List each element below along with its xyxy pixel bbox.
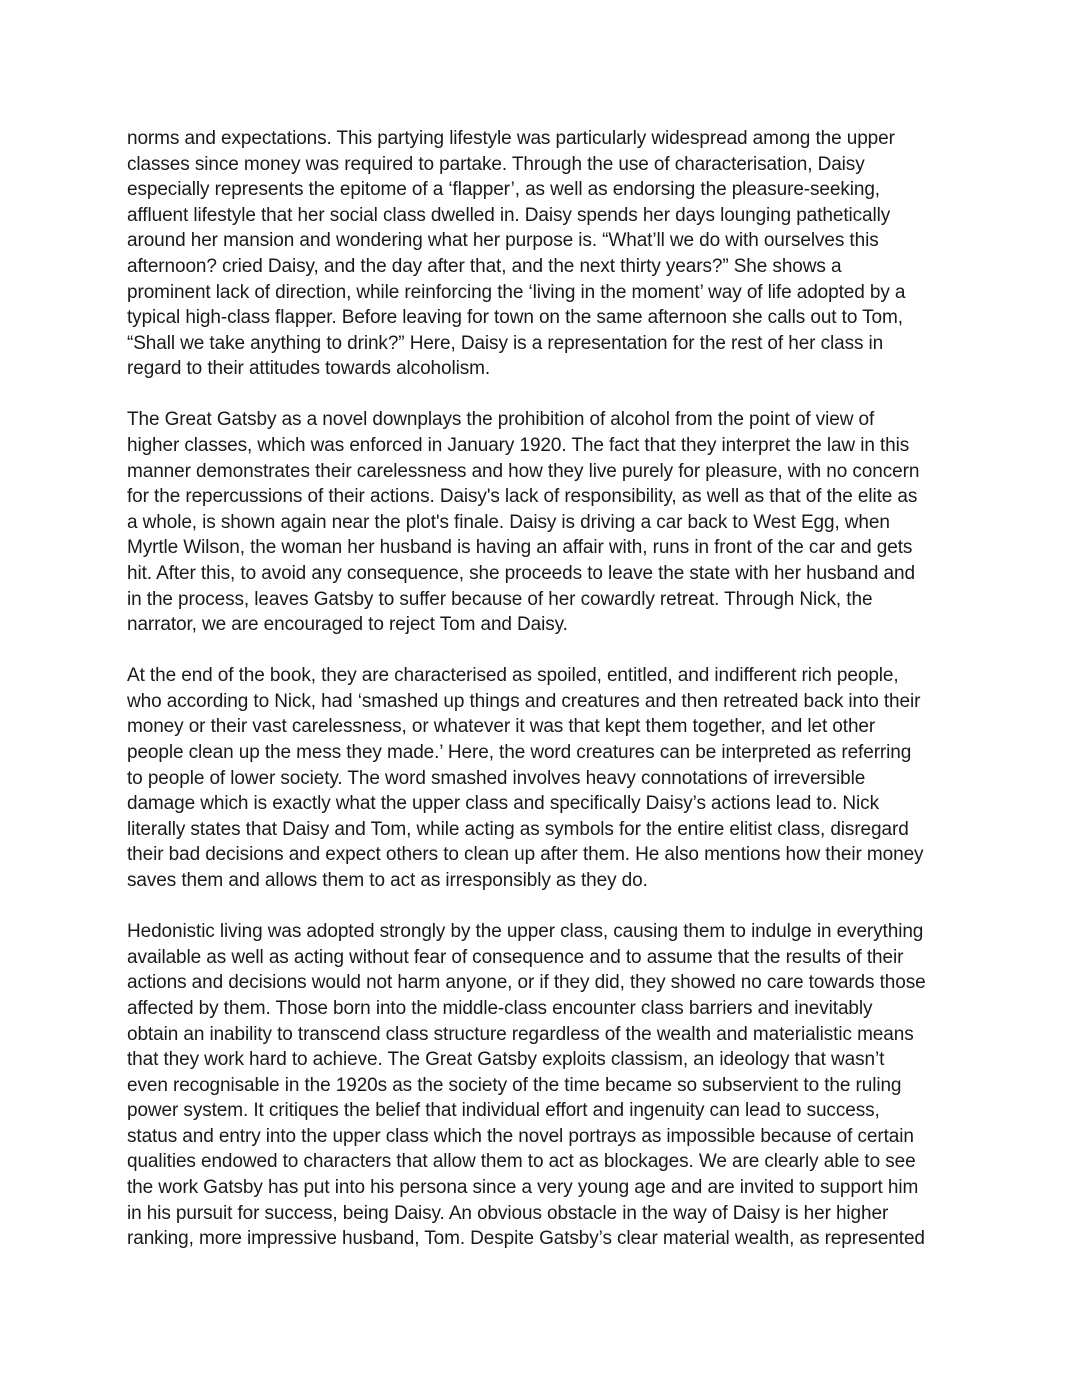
text-line: affected by them. Those born into the middle-class encounter class barriers and inevitably (127, 997, 873, 1019)
text-line: Hedonistic living was adopted strongly by the upper class, causing them to indulge in everything (127, 921, 924, 943)
text-line: narrator, we are encouraged to reject Tom and Daisy. (127, 614, 568, 636)
text-line: ranking, more impressive husband, Tom. Despite Gatsby’s clear material wealth, as represented (127, 1228, 925, 1250)
text-line: The Great Gatsby as a novel downplays the prohibition of alcohol from the point of view of (127, 409, 875, 431)
text-line: who according to Nick, had ‘smashed up things and creatures and then retreated back into their (127, 690, 921, 712)
text-line: literally states that Daisy and Tom, while acting as symbols for the entire elitist class, disregard (127, 818, 909, 840)
text-line: classes since money was required to partake. Through the use of characterisation, Daisy (127, 153, 865, 175)
text-line: in the process, leaves Gatsby to suffer because of her cowardly retreat. Through Nick, the (127, 588, 873, 610)
document-page (127, 126, 957, 1277)
text-line: for the repercussions of their actions. Daisy's lack of responsibility, as well as that of the elite as (127, 486, 918, 508)
text-line: a whole, is shown again near the plot's finale. Daisy is driving a car back to West Egg, when (127, 511, 890, 533)
paragraph-3 (127, 663, 957, 893)
text-line: damage which is exactly what the upper class and specifically Daisy’s actions lead to. Nick (127, 793, 879, 815)
text-line: manner demonstrates their carelessness and how they live purely for pleasure, with no concern (127, 460, 920, 482)
text-line: hit. After this, to avoid any consequence, she proceeds to leave the state with her husband and (127, 563, 915, 584)
text-line: affluent lifestyle that her social class dwelled in. Daisy spends her days lounging pathetically (127, 204, 891, 226)
text-line: Myrtle Wilson, the woman her husband is having an affair with, runs in front of the car and gets (127, 537, 913, 559)
text-line: higher classes, which was enforced in January 1920. The fact that they interpret the law in this (127, 435, 910, 457)
paragraph-1 (127, 126, 957, 382)
text-line: money or their vast carelessness, or whatever it was that kept them together, and let other (127, 716, 876, 738)
text-line: their bad decisions and expect others to clean up after them. He also mentions how their money (127, 844, 924, 866)
text-line: prominent lack of direction, while reinforcing the ‘living in the moment’ way of life adopted by a (127, 281, 906, 303)
paragraph-2 (127, 407, 957, 637)
text-line: that they work hard to achieve. The Great Gatsby exploits classism, an ideology that wasn’t (127, 1049, 885, 1071)
text-line: to people of lower society. The word smashed involves heavy connotations of irreversible (127, 767, 866, 789)
text-line: afternoon? cried Daisy, and the day after that, and the next thirty years?” She shows a (127, 255, 842, 277)
text-line: obtain an inability to transcend class structure regardless of the wealth and materialistic means (127, 1023, 914, 1045)
text-line: people clean up the mess they made.’ Here, the word creatures can be interpreted as referring (127, 742, 912, 764)
text-line: power system. It critiques the belief that individual effort and ingenuity can lead to success, (127, 1100, 880, 1122)
text-line: even recognisable in the 1920s as the society of the time became so subservient to the ruling (127, 1074, 902, 1096)
text-line: status and entry into the upper class which the novel portrays as impossible because of certain (127, 1125, 914, 1147)
text-line: qualities endowed to characters that allow them to act as blockages. We are clearly able to see (127, 1151, 916, 1173)
text-line: around her mansion and wondering what her purpose is. “What’ll we do with ourselves this (127, 230, 879, 252)
text-line: the work Gatsby has put into his persona since a very young age and are invited to support him (127, 1177, 919, 1199)
text-line: in his pursuit for success, being Daisy. An obvious obstacle in the way of Daisy is her higher (127, 1202, 889, 1224)
text-line: At the end of the book, they are characterised as spoiled, entitled, and indifferent rich people, (127, 665, 899, 687)
text-line: actions and decisions would not harm anyone, or if they did, they showed no care towards those (127, 972, 926, 994)
paragraph-4 (127, 919, 957, 1252)
text-line: available as well as acting without fear of consequence and to assume that the results of their (127, 946, 904, 968)
text-line: norms and expectations. This partying lifestyle was particularly widespread among the upper (127, 128, 895, 149)
text-line: especially represents the epitome of a ‘flapper’, as well as endorsing the pleasure-seeking, (127, 179, 880, 201)
text-line: regard to their attitudes towards alcoholism. (127, 358, 491, 380)
text-line: typical high-class flapper. Before leaving for town on the same afternoon she calls out to Tom, (127, 307, 903, 329)
text-line: saves them and allows them to act as irresponsibly as they do. (127, 870, 648, 892)
text-line: “Shall we take anything to drink?” Here, Daisy is a representation for the rest of her class in (127, 332, 884, 354)
